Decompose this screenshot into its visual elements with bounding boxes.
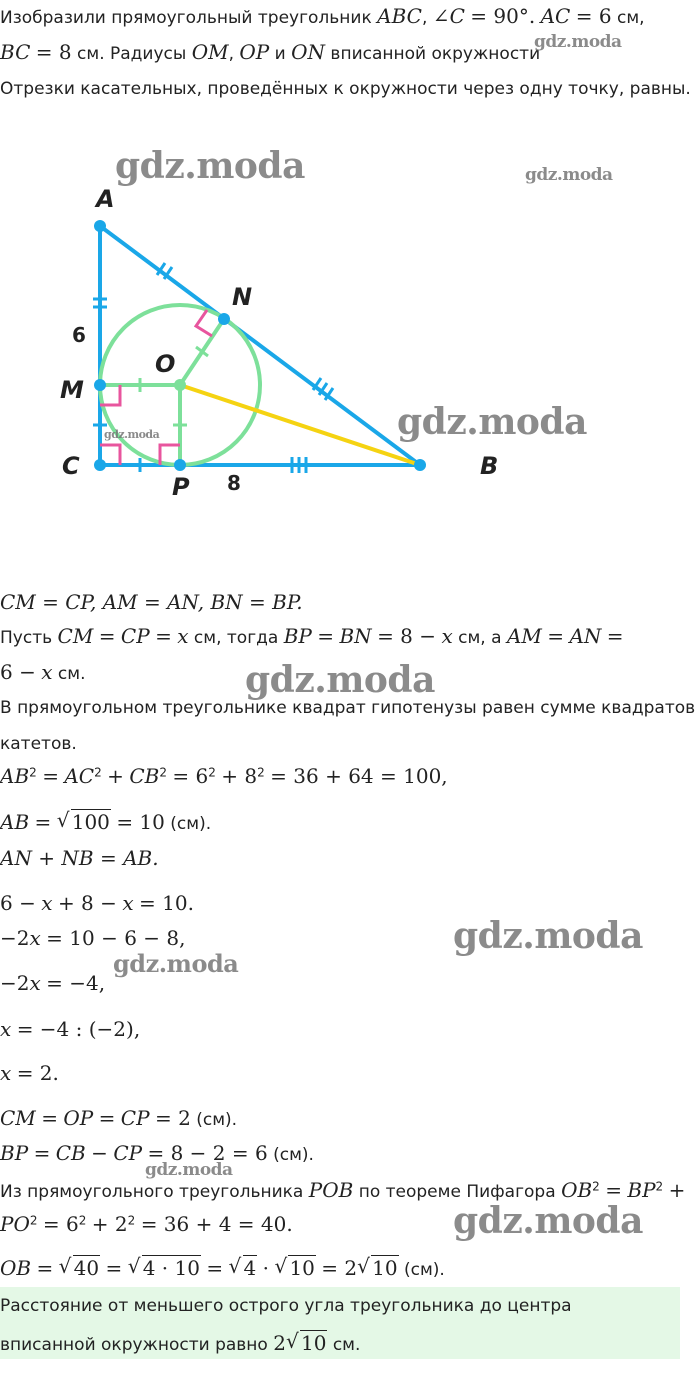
answer-value: 2√ 10 — [273, 1331, 327, 1355]
label-b: B — [480, 452, 499, 480]
point-a — [94, 220, 106, 232]
label-a: A — [96, 185, 115, 213]
solution-line-5: AB = √ 100 = 10 (см). — [0, 810, 211, 834]
problem-line-3: Отрезки касательных, проведённых к окружности через одну точку, равны. — [0, 79, 691, 99]
watermark: gdz.moda — [113, 949, 239, 978]
solution-line-14a: Из прямоугольного треугольника POB по теореме Пифагора $OB^2 = BP^2$ + — [0, 1178, 686, 1202]
solution-line-2a: Пусть CM = CP = x см, тогда BP = BN = 8 − x см, а AM = AN = — [0, 624, 624, 648]
solution-line-12: CM = OP = CP = 2 (см). — [0, 1106, 238, 1130]
answer-line-2 — [0, 1331, 360, 1355]
point-m — [94, 379, 106, 391]
point-b — [414, 459, 426, 471]
solution-line-11: x = 2. — [0, 1061, 59, 1085]
solution-line-10: x = −4 : (−2), — [0, 1017, 141, 1041]
solution-line-6: AN + NB = AB. — [0, 846, 159, 870]
solution-line-3a: В прямоугольном треугольнике квадрат гипотенузы равен сумме квадратов — [0, 698, 695, 718]
answer-unit: см. — [332, 1335, 361, 1355]
label-n: N — [232, 283, 253, 311]
problem-line-1: Изобразили прямоугольный треугольник ABC, ∠C = 90°. AC = 6 см, — [0, 4, 645, 28]
label-o: O — [155, 350, 176, 378]
point-c — [94, 459, 106, 471]
solution-line-4: $AB^2 = AC^2 + CB^2 = 6^2 + 8^2 = 36 + 64 = 100$, — [0, 764, 448, 788]
watermark: gdz.moda — [525, 165, 613, 185]
label-p: P — [172, 473, 190, 501]
point-o — [174, 379, 186, 391]
watermark: gdz.moda — [534, 32, 622, 52]
solution-line-7: 6 − x + 8 − x = 10. — [0, 891, 194, 915]
label-side-bc: 8 — [227, 471, 241, 495]
watermark: gdz.moda — [245, 659, 435, 701]
answer-line-1: Расстояние от меньшего острого угла треугольника до центра — [0, 1296, 572, 1316]
solution-line-9: −2x = −4, — [0, 971, 106, 995]
solution-line-14b: $PO^2 = 6^2 + 2^2 = 36 + 4 = 40$. — [0, 1212, 293, 1236]
solution-line-3b: катетов. — [0, 734, 77, 754]
watermark: gdz.moda — [145, 1160, 233, 1180]
watermark: gdz.moda — [397, 401, 587, 443]
watermark: gdz.moda — [453, 1200, 643, 1242]
point-p — [174, 459, 186, 471]
solution-line-1: CM = CP, AM = AN, BN = BP. — [0, 590, 303, 614]
watermark: gdz.moda — [115, 145, 305, 187]
solution-line-13: BP = CB − CP = 8 − 2 = 6 (см). — [0, 1141, 314, 1165]
solution-line-15: OB = √ 40 = √ 4 · 10 = √ 4 · √ 10 = 2√ 10 (см). — [0, 1256, 445, 1280]
right-angle-n — [196, 310, 212, 336]
label-m: M — [60, 376, 84, 404]
problem-line-2: BC = 8 см. Радиусы OM, OP и ON вписанной окружности — [0, 40, 541, 64]
solution-line-8: −2x = 10 − 6 − 8, — [0, 926, 186, 950]
label-c: C — [62, 452, 80, 480]
answer-prefix: вписанной окружности равно — [0, 1335, 268, 1355]
answer-box — [0, 1287, 680, 1359]
solution-line-2b: 6 − x см. — [0, 660, 86, 684]
label-side-ac: 6 — [72, 323, 86, 347]
segment-ob — [180, 385, 420, 465]
triangle-figure — [0, 130, 680, 650]
point-n — [218, 313, 230, 325]
watermark: gdz.moda — [453, 915, 643, 957]
watermark: gdz.moda — [104, 428, 160, 441]
